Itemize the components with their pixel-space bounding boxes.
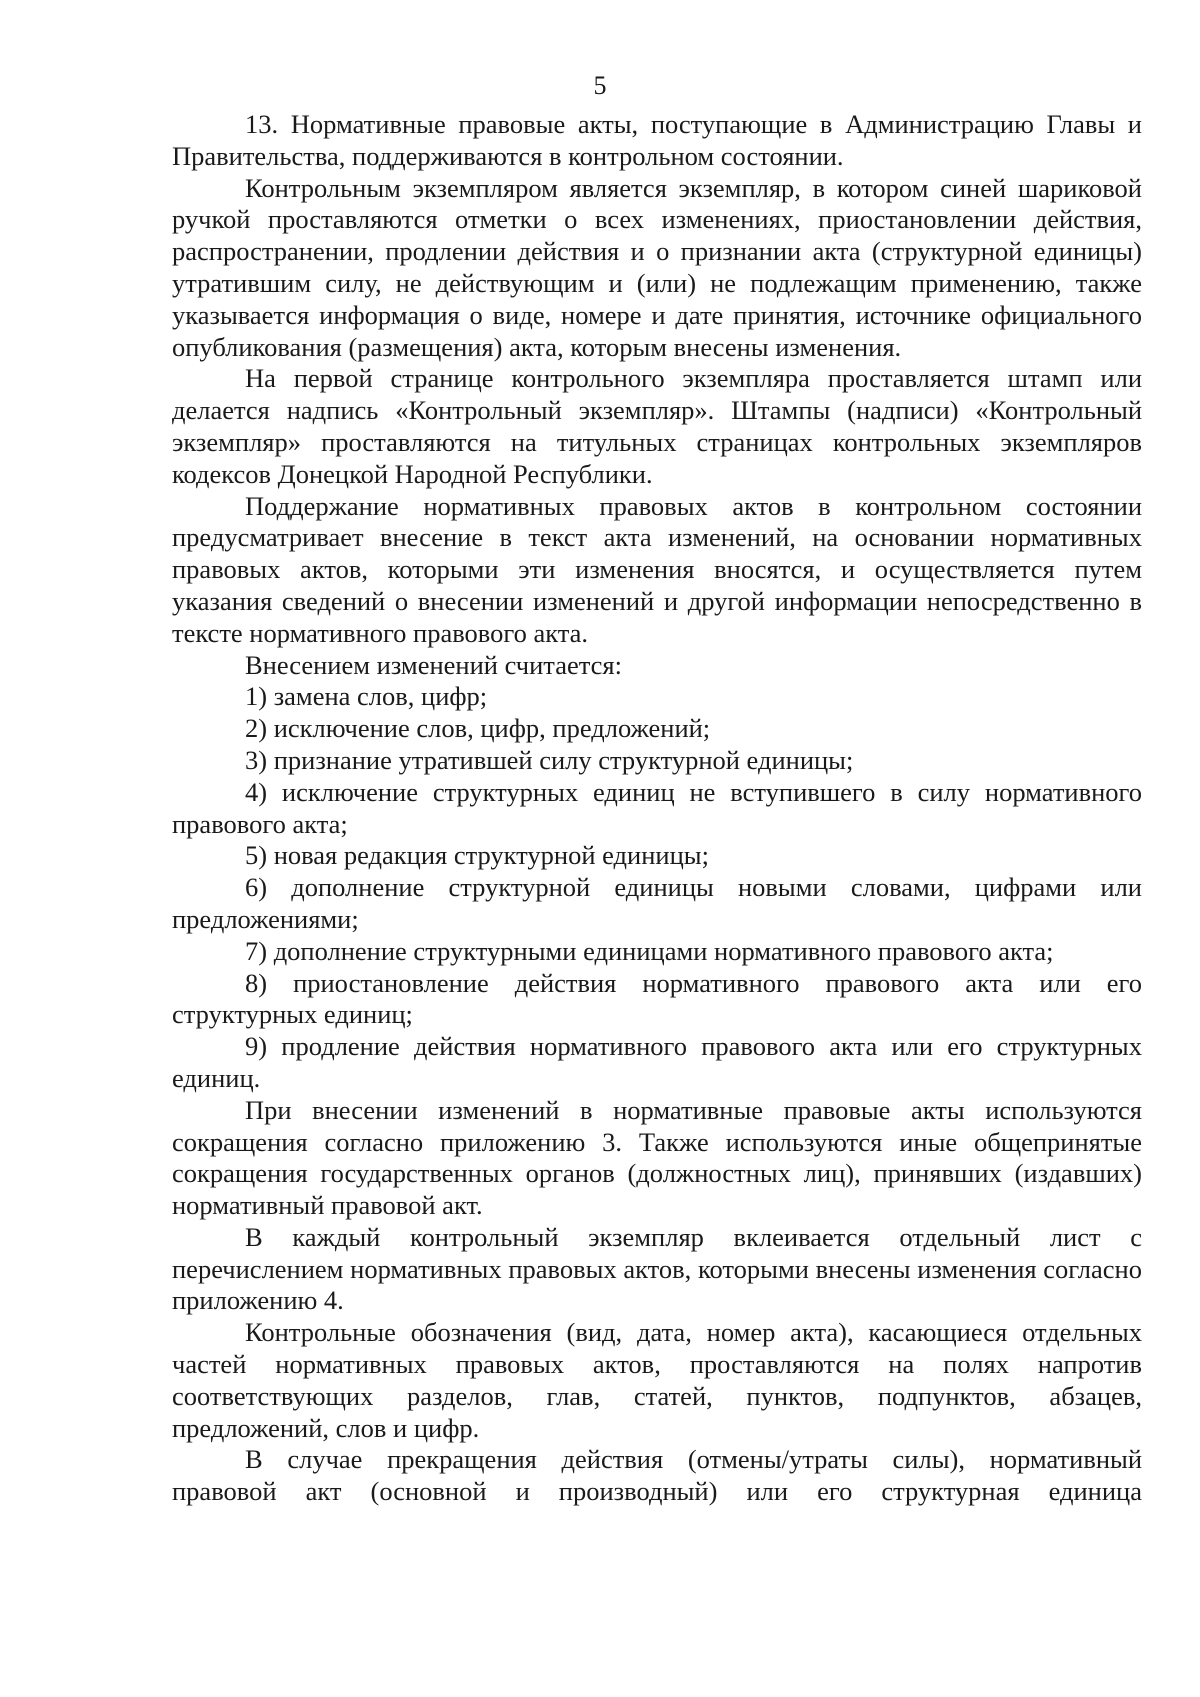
list-item-4: 4) исключение структурных единиц не вступившего в силу нормативного правового акта;	[172, 776, 1142, 839]
paragraph-termination: В случае прекращения действия (отмены/утраты силы), нормативный правовой акт (основной и производный) или его структурная единица	[172, 1444, 1142, 1507]
document-body	[172, 109, 1142, 1508]
paragraph-control-copy-stamp: На первой странице контрольного экземпляра проставляется штамп или делается надпись «Контрольный экземпляр». Штампы (надписи) «Контрольный экземпляр» проставляются на титульных страницах контрольных экземпляров кодексов Донецкой Народной Республики.	[172, 363, 1142, 489]
list-item-3: 3) признание утратившей силу структурной единицы;	[245, 744, 854, 775]
list-item-6: 6) дополнение структурной единицы новыми словами, цифрами или предложениями;	[172, 872, 1142, 934]
paragraph-control-copy-definition: Контрольным экземпляром является экземпляр, в котором синей шариковой ручкой проставляются отметки о всех изменениях, приостановлении действия, распространении, продлении действия и о признании акта (структурной единицы) утратившим силу, не действующим и (или) не подлежащим применению, также указывается информация о виде, номере и дате принятия, источнике официального опубликования (размещения) акта, которым внесены изменения.	[172, 172, 1142, 362]
list-item-1: 1) замена слов, цифр;	[245, 681, 488, 712]
page-number: 5	[593, 71, 607, 100]
paragraph-inserted-sheet: В каждый контрольный экземпляр вклеивается отдельный лист с перечислением нормативных правовых актов, которыми внесены изменения согласно приложению 4.	[172, 1221, 1142, 1316]
list-item-5: 5) новая редакция структурной единицы;	[245, 840, 709, 871]
paragraph-maintenance: Поддержание нормативных правовых актов в контрольном состоянии предусматривает внесение в текст акта изменений, на основании нормативных правовых актов, которыми эти изменения вносятся, и осуществляется путем указания сведений о внесении изменений и другой информации непосредственно в тексте нормативного правового акта.	[172, 490, 1142, 648]
paragraph-changes-intro: Внесением изменений считается:	[245, 649, 622, 680]
paragraph-control-marks: Контрольные обозначения (вид, дата, номер акта), касающиеся отдельных частей нормативных правовых актов, проставляются на полях напротив соответствующих разделов, глав, статей, пунктов, подпунктов, абзацев, предложений, слов и цифр.	[172, 1317, 1142, 1443]
list-item-8: 8) приостановление действия нормативного правового акта или его структурных единиц;	[172, 967, 1142, 1030]
list-item-7: 7) дополнение структурными единицами нормативного правового акта;	[245, 935, 1054, 966]
list-item-9: 9) продление действия нормативного правового акта или его структурных единиц.	[172, 1031, 1142, 1093]
paragraph-item-13: 13. Нормативные правовые акты, поступающие в Администрацию Главы и Правительства, поддерживаются в контрольном состоянии.	[172, 109, 1142, 171]
paragraph-abbreviations: При внесении изменений в нормативные правовые акты используются сокращения согласно приложению 3. Также используются иные общепринятые сокращения государственных органов (должностных лиц), принявших (издавших) нормативный правовой акт.	[172, 1094, 1142, 1221]
list-item-2: 2) исключение слов, цифр, предложений;	[245, 713, 711, 744]
